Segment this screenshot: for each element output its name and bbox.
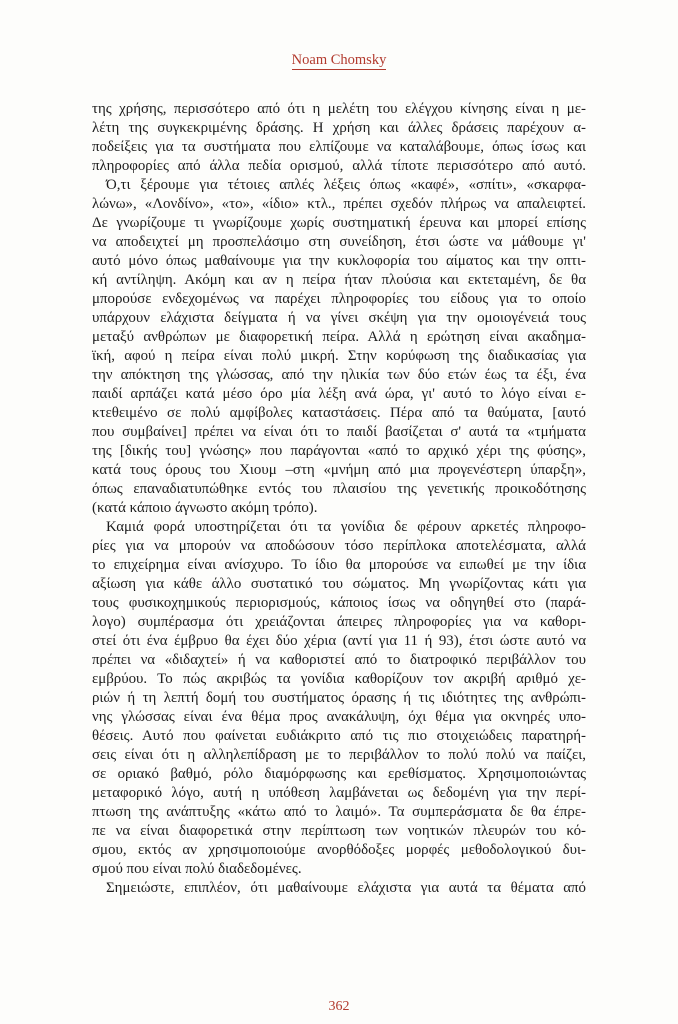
text-line: όπως επαναδιατυπώθηκε εντός του πλαισίου της γενετικής προικοδότησης bbox=[92, 481, 586, 497]
paragraph bbox=[92, 176, 586, 518]
text-line: ρίες για να μπορούν να αποδώσουν τόσο περίπλοκα αποτελέσματα, αλλά bbox=[92, 538, 586, 554]
text-line: υπάρχουν ελάχιστα δείγματα ή να γίνει σκέψη για την ομοιογένειά τους bbox=[92, 310, 586, 326]
text-line: Σημειώστε, επιπλέον, ότι μαθαίνουμε ελάχιστα για αυτά τα θέματα από bbox=[106, 880, 586, 896]
text-line: την απόκτηση της γλώσσας, από την ηλικία των δύο ετών έως τα έξι, ένα bbox=[92, 367, 586, 383]
text-line: της [δικής του] γνώσης» που παράγονται «από το αρχικό χέρι της φύσης», bbox=[92, 443, 586, 459]
text-line: ποδείξεις για τα συστήματα που ελπίζουμε να καταλάβουμε, όπως ίσως και bbox=[92, 139, 586, 155]
text-line: ριών ή τη λεπτή δομή του συστήματος όρασης ή τις ιδιότητες της ανθρώπι- bbox=[92, 690, 586, 706]
text-line: λώνω», «Λονδίνο», «το», «ίδιο» κτλ., πρέπει σχεδόν πλήρως να απαλειφτεί. bbox=[92, 196, 586, 212]
text-line: (κατά κάποιο άγνωστο ακόμη τρόπο). bbox=[92, 500, 318, 516]
text-line: αξίωση για κάθε άλλο συστατικό του σώματος. Μη γνωρίζοντας κάτι για bbox=[92, 576, 586, 592]
text-line: σμου, εκτός αν χρησιμοποιούμε ανορθόδοξες μορφές μεθοδολογικού δυι- bbox=[92, 842, 586, 858]
text-line: κτεθειμένο σε πολύ αμφίβολες καταστάσεις. Πέρα από τα θαύματα, [αυτό bbox=[92, 405, 586, 421]
text-line: λογο) συμπέρασμα ότι χρειάζονται άπειρες πληροφορίες για να καθορι- bbox=[92, 614, 586, 630]
text-line: σεις είναι ότι η αλληλεπίδραση με το περιβάλλον το πολύ πολύ να παίζει, bbox=[92, 747, 586, 763]
text-line: αυτό μόνο όπως μαθαίνουμε για την κυκλοφορία του αίματος και την οπτι- bbox=[92, 253, 586, 269]
paragraph bbox=[92, 518, 586, 879]
text-line: το επιχείρημα είναι ανίσχυρο. Το ίδιο θα μπορούσε να ειπωθεί με την ίδια bbox=[92, 557, 586, 573]
paragraph bbox=[92, 100, 586, 176]
text-line: σε οριακό βαθμό, ρόλο διαμόρφωσης και ερεθίσματος. Χρησιμοποιώντας bbox=[92, 766, 586, 782]
text-line: σμού που είναι πολύ διαδεδομένες. bbox=[92, 861, 302, 877]
text-line: θέσεις. Αυτό που φαίνεται ευδιάκριτο από τις πιο στοιχειώδεις παρατηρή- bbox=[92, 728, 586, 744]
paragraph bbox=[92, 879, 586, 898]
body-text bbox=[92, 100, 586, 898]
text-line: μεταξύ ανθρώπων με διαφορετική πείρα. Αλλά η ερώτηση είναι ακαδημα- bbox=[92, 329, 586, 345]
text-line: πε να είναι διαφορετικά στην περίπτωση των νοητικών πλευρών του κό- bbox=[92, 823, 586, 839]
text-line: που συμβαίνει] πρέπει να είναι ότι το παιδί βασίζεται σ' αυτά τα «τμήματα bbox=[92, 424, 586, 440]
text-line: κατά τους όρους του Χιουμ –στη «μνήμη από μια προγενέστερη ύπαρξη», bbox=[92, 462, 586, 478]
text-line: Ό,τι ξέρουμε για τέτοιες απλές λέξεις όπως «καφέ», «σπίτι», «σκαρφα- bbox=[106, 177, 586, 193]
text-line: νης γλώσσας είναι ένα θέμα προς ανακάλυψη, όχι θέμα για οκνηρές υπο- bbox=[92, 709, 586, 725]
text-line: τους φυσικοχημικούς περιορισμούς, κάποιος ίσως να οδηγηθεί στο (παρά- bbox=[92, 595, 586, 611]
page-number: 362 bbox=[328, 999, 350, 1014]
text-line: πληροφορίες από άλλα πεδία ορισμού, αλλά τίποτε περισσότερο από αυτό. bbox=[92, 158, 586, 174]
text-line: ϊκή, αφού η πείρα είναι πολύ μικρή. Στην κορύφωση της διαδικασίας για bbox=[92, 348, 586, 364]
text-line: στεί ότι ένα έμβρυο θα έχει δύο χέρια (αντί για 11 ή 93), έτσι ώστε αυτό να bbox=[92, 633, 586, 649]
text-line: Δε γνωρίζουμε τι γνωρίζουμε χωρίς συστηματική έρευνα και μπορεί επίσης bbox=[92, 215, 586, 231]
text-line: εμβρύου. Το πώς ακριβώς τα γονίδια καθορίζουν τον ακριβή αριθμό χε- bbox=[92, 671, 586, 687]
text-line: πρέπει να «διδαχτεί» ή να καθοριστεί από το διατροφικό περιβάλλον του bbox=[92, 652, 586, 668]
running-header bbox=[0, 51, 678, 69]
text-line: της χρήσης, περισσότερο από ότι η μελέτη του ελέγχου κίνησης είναι η με- bbox=[92, 101, 586, 117]
text-line: Καμιά φορά υποστηρίζεται ότι τα γονίδια δε φέρουν αρκετές πληροφο- bbox=[106, 519, 586, 535]
text-line: κή αντίληψη. Ακόμη και αν η πείρα ήταν πλούσια και εκτεταμένη, δε θα bbox=[92, 272, 586, 288]
running-header-title: Noam Chomsky bbox=[291, 52, 387, 68]
text-line: παιδί αρπάζει κατά μέσο όρο μία λέξη ανά ώρα, γι' αυτό το λόγο είναι ε- bbox=[92, 386, 586, 402]
text-line: λέτη της συγκεκριμένης δράσης. Η χρήση και άλλες δράσεις παρέχουν α- bbox=[92, 120, 586, 136]
text-line: να αποδειχτεί μη προσπελάσιμο στη συνείδηση, έτσι ώστε να μάθουμε γι' bbox=[92, 234, 586, 250]
text-line: πτωση της ανάπτυξης «κάτω από το λαιμό». Τα συμπεράσματα δε θα έπρε- bbox=[92, 804, 586, 820]
text-line: μεταφορικό λόγο, αυτή η υπόθεση λαμβάνεται ως δεδομένη για την περί- bbox=[92, 785, 586, 801]
text-line: μπορούσε ενδεχομένως να παρέχει πληροφορίες του είδους για το οποίο bbox=[92, 291, 586, 307]
